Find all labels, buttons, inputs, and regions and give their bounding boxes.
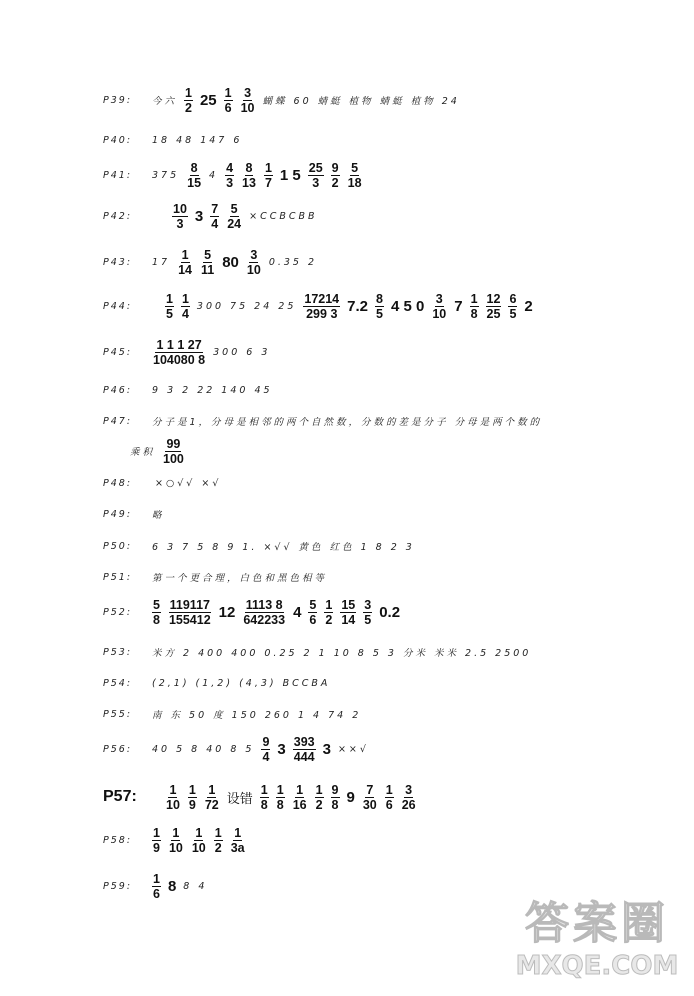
answer-number: 3 [322,740,331,758]
fraction [486,292,502,321]
numerator: 9 [331,160,339,175]
page-label: P44: [103,300,133,312]
watermark [512,898,682,982]
numerator: 1 1 1 27 [156,337,202,352]
denominator: 10 [166,797,180,812]
page-label: P55: [103,708,133,720]
handwritten-answer: 第一个更合理，白色和黑色相等 [152,573,328,584]
fraction [375,292,384,321]
numerator: 1 [153,825,160,840]
handwritten-answer: 8 4 [183,880,208,892]
fraction [308,598,317,627]
answer-row-p53 [103,637,531,667]
answer-row-p42 [103,201,318,231]
denominator: 299 3 [306,306,338,321]
numerator: 1 [234,825,242,840]
fraction [303,292,340,321]
handwritten-answer: 略 [152,510,165,521]
answer-number: 3 [277,740,286,758]
answer-line [103,562,327,592]
answer-line [103,85,460,115]
denominator: 5 [166,306,173,321]
answer-number: 4 [293,603,302,621]
answer-row-p39 [103,85,460,115]
denominator: 13 [242,175,256,190]
fraction [308,161,324,190]
answer-row-p46 [103,375,273,405]
numerator: 1 [264,160,272,175]
fraction [172,202,188,231]
denominator: 9 [153,840,160,855]
answer-row-p54 [103,668,330,698]
page-label: P56: [103,743,133,755]
handwritten-answer: 4 [209,169,219,181]
page-label: P59: [103,880,133,892]
numerator: 1 [153,871,160,886]
fraction [165,292,174,321]
numerator: 119117 [169,597,210,612]
denominator: 10 [240,100,255,115]
denominator: 5 [509,306,517,321]
denominator: 100 [163,451,184,466]
answer-number: 25 [199,91,217,109]
denominator: 5 [376,306,383,321]
fraction [293,735,316,764]
numerator: 9 [262,734,270,749]
fraction [470,292,479,321]
answer-row-p51 [103,562,327,592]
answer-row-p45 [103,337,270,367]
fraction [385,783,394,812]
answer-row-p47 [103,406,542,466]
page-label: P47: [103,415,133,427]
denominator: 10 [432,306,447,321]
fraction [181,292,190,321]
answer-line [103,825,246,855]
numerator: 1 [276,782,284,797]
answer-number: 8 [167,877,177,895]
handwritten-answer: 6 3 7 5 8 9 1. ×√√ 黄色 红色 1 8 2 3 [152,542,415,553]
handwritten-answer: ×○√√ ×√ [155,477,222,489]
denominator: 642233 [243,612,286,627]
answer-line [103,668,330,698]
printed-note: 设错 [226,791,253,807]
fraction [347,161,363,190]
page-label: P46: [103,384,133,396]
fraction [331,783,340,812]
denominator: 11 [201,262,215,277]
fraction [230,826,246,855]
denominator: 14 [178,262,192,277]
fraction [363,598,372,627]
handwritten-answer: 300 75 24 25 [196,300,297,312]
numerator: 1 [214,825,222,840]
numerator: 8 [245,160,253,175]
denominator: 10 [246,262,261,277]
answer-number: 12 [218,603,236,621]
fraction [200,248,215,277]
denominator: 2 [214,840,222,855]
page-label: P43: [103,256,133,268]
answer-number: 80 [222,253,239,271]
answer-number: 4 5 0 [390,297,425,315]
fraction [261,735,270,764]
numerator: 1 [169,782,177,797]
numerator: 1 [172,825,180,840]
denominator: 72 [204,797,219,812]
answer-line [103,436,542,466]
handwritten-answer: 今六 [152,96,178,107]
fraction [162,437,185,466]
fraction [264,161,273,190]
answer-row-p41 [103,160,363,190]
answer-row-p58 [103,825,246,855]
numerator: 4 [226,160,234,175]
numerator: 1 [224,85,232,100]
numerator: 5 [309,597,317,612]
numerator: 8 [376,291,383,306]
handwritten-answer: 40 5 8 40 8 5 [152,743,255,755]
denominator: 8 [260,797,268,812]
numerator: 1 [195,825,203,840]
fraction [152,872,161,901]
fraction [188,783,197,812]
answer-row-p56 [103,734,369,764]
answer-number: 7.2 [347,297,368,315]
fraction [241,161,257,190]
numerator: 99 [166,436,181,451]
handwritten-answer: 蝴蝶 60 蜻蜓 植物 蜻蜓 植物 24 [262,96,460,107]
denominator: 10 [191,840,206,855]
numerator: 3 [250,247,258,262]
fraction [276,783,285,812]
denominator: 6 [385,797,393,812]
fraction [246,248,262,277]
numerator: 10 [173,201,187,216]
numerator: 393 [293,734,315,749]
numerator: 15 [341,597,356,612]
page-label: P57: [103,788,137,805]
fraction [191,826,207,855]
fraction [177,248,193,277]
denominator: 15 [187,175,202,190]
denominator: 8 [153,612,160,627]
fraction [168,598,212,627]
answer-line [103,201,318,231]
numerator: 3 [364,597,372,612]
answer-line [103,699,361,729]
fraction [401,783,417,812]
numerator: 1 [296,782,304,797]
numerator: 1 [385,782,393,797]
page-label: P52: [103,606,133,618]
handwritten-answer: 乘积 [130,447,156,458]
numerator: 1 [315,782,323,797]
numerator: 1 [181,291,189,306]
denominator: 104080 8 [153,352,206,367]
fraction [210,202,219,231]
answer-row-p44 [103,291,533,321]
page-label: P41: [103,169,133,181]
denominator: 2 [331,175,339,190]
fraction [184,86,193,115]
fraction [260,783,269,812]
answer-row-p43 [103,247,317,277]
answer-line [103,375,273,405]
fraction [214,826,223,855]
page-label: P54: [103,677,133,689]
denominator: 7 [264,175,272,190]
denominator: 30 [362,797,377,812]
handwritten-answer: 18 48 147 6 [152,134,243,146]
numerator: 5 [204,247,212,262]
fraction [324,598,333,627]
fraction [168,826,184,855]
answer-number: 1 5 [279,166,301,184]
page-label: P39: [103,94,133,106]
page-label: P49: [103,508,133,520]
denominator: 4 [181,306,189,321]
denominator: 155412 [168,612,211,627]
denominator: 3 [312,175,320,190]
answer-row-p40 [103,125,242,155]
fraction [431,292,447,321]
answer-line [103,531,415,561]
fraction [331,161,340,190]
numerator: 1 [470,291,478,306]
numerator: 3 [435,291,443,306]
denominator: 2 [185,100,192,115]
answer-number: 7 [454,297,463,315]
answer-number: 0.2 [379,603,401,621]
fraction [240,86,256,115]
answer-number: 2 [524,297,533,315]
answer-row-p49 [103,499,165,529]
denominator: 8 [470,306,478,321]
numerator: 12 [486,291,501,306]
answer-row-p57 [103,782,417,812]
numerator: 3 [405,782,413,797]
denominator: 6 [224,100,232,115]
numerator: 25 [308,160,323,175]
denominator: 18 [347,175,362,190]
numerator: 7 [211,201,219,216]
fraction [226,202,242,231]
numerator: 1 [208,782,216,797]
fraction [508,292,517,321]
denominator: 2 [325,612,333,627]
numerator: 1 [185,85,192,100]
numerator: 5 [230,201,238,216]
handwritten-answer: 米方 2 400 400 0.25 2 1 10 8 5 3 分米 米米 2.5 2500 [152,648,532,659]
numerator: 1 [181,247,189,262]
denominator: 4 [211,216,219,231]
page-label: P53: [103,646,133,658]
denominator: 6 [153,886,160,901]
fraction [152,338,206,367]
numerator: 1 [188,782,196,797]
handwritten-answer: 0.35 2 [268,256,318,268]
handwritten-answer: 9 3 2 22 140 45 [152,384,273,396]
fraction [362,783,378,812]
fraction [340,598,356,627]
answer-number: 9 [346,788,355,806]
numerator: 1 [260,782,268,797]
numerator: 9 [331,782,339,797]
answer-line [103,782,417,812]
handwritten-answer: ××√ [337,743,369,755]
denominator: 16 [292,797,307,812]
numerator: 5 [153,597,160,612]
handwritten-answer: (2,1) (1,2) (4,3) BCCBA [152,677,331,689]
answer-row-p52 [103,597,400,627]
handwritten-answer: 300 6 3 [213,346,271,358]
answer-row-p59 [103,871,207,901]
answer-line [103,337,270,367]
answer-line [103,125,242,155]
denominator: 5 [364,612,372,627]
page-label: P40: [103,134,133,146]
answer-line [103,247,317,277]
page-label: P58: [103,834,133,846]
fraction [224,86,233,115]
fraction [165,783,181,812]
fraction [152,598,161,627]
denominator: 6 [309,612,317,627]
numerator: 6 [509,291,517,306]
fraction [152,826,161,855]
denominator: 25 [486,306,501,321]
numerator: 8 [190,160,198,175]
fraction [204,783,220,812]
page-label: P51: [103,571,133,583]
fraction [242,598,286,627]
numerator: 7 [366,782,374,797]
answer-line [103,637,531,667]
denominator: 8 [276,797,284,812]
numerator: 1 [325,597,333,612]
handwritten-answer: 南 东 50 度 150 260 1 4 74 2 [152,710,362,721]
denominator: 9 [188,797,196,812]
page-label: P42: [103,210,133,222]
handwritten-answer: 17 [152,256,171,268]
page-label: P45: [103,346,133,358]
denominator: 24 [227,216,242,231]
answer-row-p48 [103,468,221,498]
answer-line [103,499,165,529]
numerator: 1 [166,291,173,306]
answer-line [103,160,363,190]
fraction [292,783,308,812]
answer-number: 3 [194,207,204,225]
answer-line [103,406,542,436]
page-label: P48: [103,477,133,489]
denominator: 26 [401,797,416,812]
numerator: 5 [351,160,359,175]
fraction [315,783,324,812]
denominator: 3 [176,216,184,231]
numerator: 3 [244,85,252,100]
numerator: 17214 [304,291,340,306]
fraction [225,161,234,190]
handwritten-answer: ×CCBCBB [249,210,318,222]
answer-line [103,291,533,321]
watermark-site: MXQE.COM [515,951,679,981]
answer-line [103,734,369,764]
answer-line [103,597,400,627]
denominator: 444 [293,749,315,764]
denominator: 4 [262,749,270,764]
numerator: 1113 8 [245,597,283,612]
answer-line [103,468,221,498]
watermark-logo: 答案圈 [525,898,669,949]
denominator: 8 [331,797,339,812]
answer-row-p55 [103,699,361,729]
denominator: 2 [315,797,323,812]
handwritten-answer: 分子是1，分母是相邻的两个自然数，分数的差是分子 分母是两个数的 [152,417,543,428]
denominator: 10 [168,840,183,855]
denominator: 3a [230,840,245,855]
denominator: 3 [226,175,234,190]
handwritten-answer: 375 [152,169,180,181]
page-label: P50: [103,540,133,552]
fraction [186,161,202,190]
denominator: 14 [341,612,356,627]
answer-row-p50 [103,531,415,561]
answer-line [103,871,207,901]
